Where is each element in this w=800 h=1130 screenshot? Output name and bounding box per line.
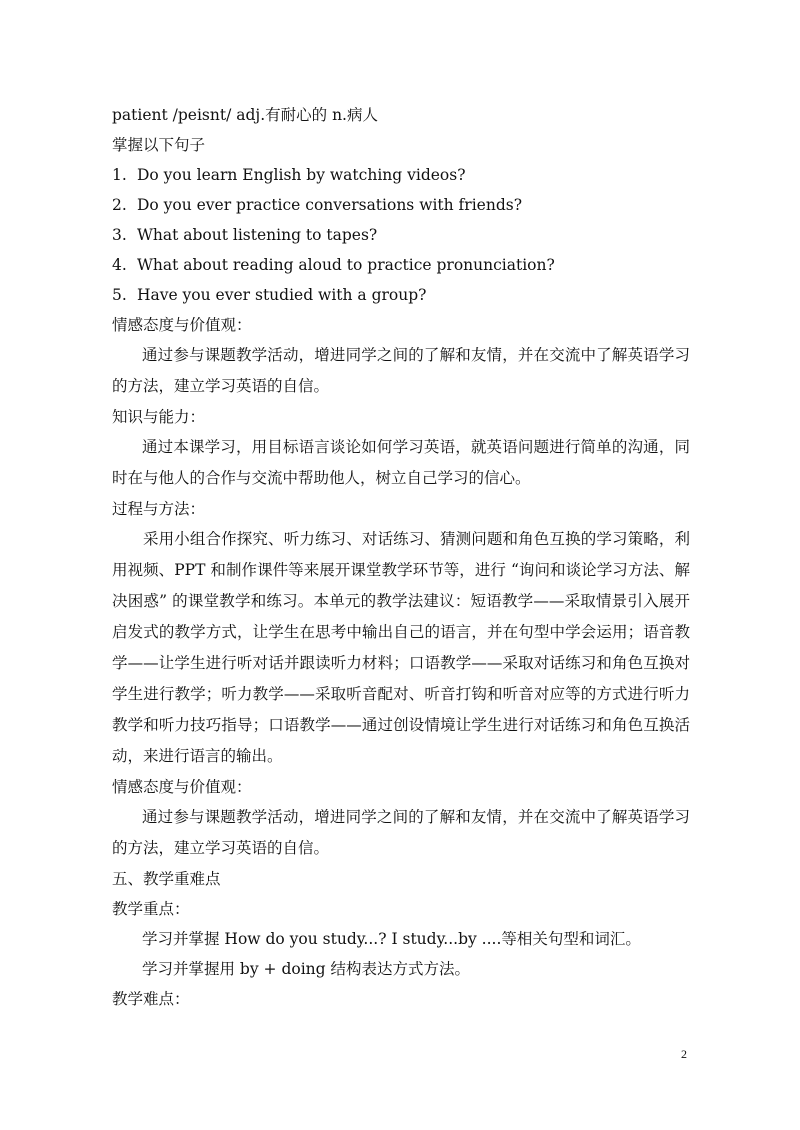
knowledge-heading: 知识与能力： (112, 408, 206, 426)
emotion-paragraph: 通过参与课题教学活动，增进同学之间的了解和友情，并在交流中了解英语学习的方法，建立学习英语的自信。 (112, 808, 690, 857)
page-number: 2 (681, 1047, 687, 1061)
sentence-text: Do you ever practice conversations with friends? (136, 196, 523, 214)
key-point-item: 学习并掌握 How do you study...? I study...by ....等相关句型和词汇。 (142, 930, 641, 948)
sentence-item (112, 280, 690, 310)
sentence-text: What about listening to tapes? (136, 226, 378, 244)
sentence-text: Have you ever studied with a group? (136, 286, 427, 304)
emotion-heading: 情感态度与价值观： (112, 316, 252, 334)
process-paragraph: 采用小组合作探究、听力练习、对话练习、猜测问题和角色互换的学习策略，利用视频、PPT 和制作课件等来展开课堂教学环节等，进行 “询问和谈论学习方法、解决困惑” 的课堂教学和练习。本单元的教学法建议：短语教学——采取情景引入展开启发式的教学方式，让学生在思考中输出自己的语言，并在句型中学会运用；语音教学——让学生进行听对话并跟读听力材料；口语教学——采取对话练习和角色互换对学生进行教学；听力教学——采取听音配对、听音打钩和听音对应等的方式进行听力教学和听力技巧指导；口语教学——通过创设情境让学生进行对话练习和角色互换活动，来进行语言的输出。 (112, 530, 690, 765)
sentence-number: 2. (112, 196, 127, 214)
sentence-number: 1. (112, 166, 127, 184)
process-heading: 过程与方法： (112, 500, 206, 518)
sentence-item (112, 220, 690, 250)
key-point-item: 学习并掌握用 by + doing 结构表达方式方法。 (142, 960, 470, 978)
sentence-text: What about reading aloud to practice pronunciation? (136, 256, 555, 274)
sentence-item (112, 160, 690, 190)
sentence-number: 5. (112, 286, 127, 304)
emotion-paragraph: 通过参与课题教学活动，增进同学之间的了解和友情，并在交流中了解英语学习的方法，建立学习英语的自信。 (112, 346, 690, 395)
sentence-number: 3. (112, 226, 127, 244)
key-points-heading: 教学重点： (112, 900, 190, 918)
section-heading: 五、教学重难点 (112, 870, 221, 888)
emotion-heading: 情感态度与价值观： (112, 778, 252, 796)
sentence-text: Do you learn English by watching videos? (136, 166, 466, 184)
sentence-item (112, 190, 690, 220)
sentences-heading: 掌握以下句子 (112, 136, 206, 154)
knowledge-paragraph: 通过本课学习，用目标语言谈论如何学习英语，就英语问题进行简单的沟通，同时在与他人的合作与交流中帮助他人，树立自己学习的信心。 (112, 438, 690, 487)
page-content (112, 100, 690, 1014)
sentence-number: 4. (112, 256, 127, 274)
difficulties-heading: 教学难点： (112, 990, 190, 1008)
sentence-item (112, 250, 690, 280)
vocab-line: patient /peisnt/ adj.有耐心的 n.病人 (112, 106, 378, 124)
